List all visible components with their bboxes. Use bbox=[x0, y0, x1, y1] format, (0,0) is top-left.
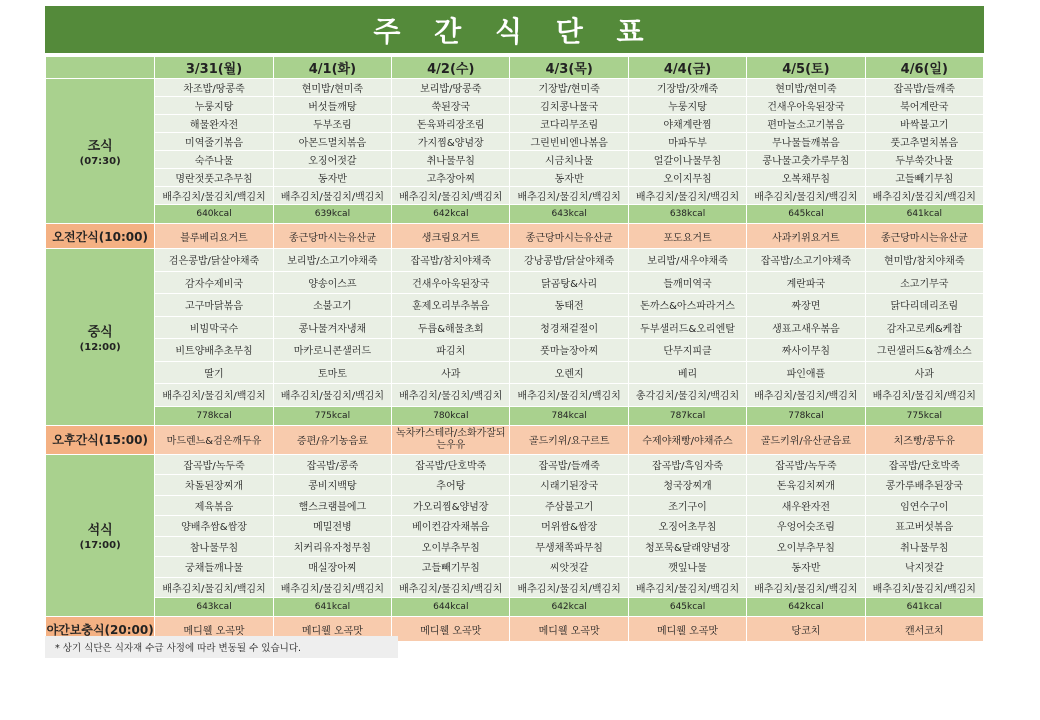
date-header: 4/2(수) bbox=[392, 57, 510, 79]
snack-item: 마드렌느&검은깨두유 bbox=[155, 425, 273, 454]
menu-item: 바싹불고기 bbox=[865, 115, 983, 133]
menu-item: 시금치나물 bbox=[510, 151, 628, 169]
menu-item: 보리밥/소고기야채죽 bbox=[273, 249, 391, 272]
menu-item: 편마늘소고기볶음 bbox=[747, 115, 865, 133]
menu-item: 머위쌈&쌈장 bbox=[510, 516, 628, 537]
kcal-value: 640kcal bbox=[155, 205, 273, 224]
menu-item: 총각김치/물김치/백김치 bbox=[628, 384, 746, 407]
kcal-value: 775kcal bbox=[865, 406, 983, 425]
weekly-menu-table bbox=[45, 56, 984, 642]
menu-item: 그린샐러드&참깨소스 bbox=[865, 339, 983, 362]
menu-item: 파인애플 bbox=[747, 361, 865, 384]
lunch-row bbox=[46, 384, 984, 407]
breakfast-label bbox=[46, 79, 155, 224]
kcal-value: 639kcal bbox=[273, 205, 391, 224]
breakfast-row bbox=[46, 115, 984, 133]
kcal-value: 642kcal bbox=[392, 205, 510, 224]
snack-item: 메디웰 오곡맛 bbox=[273, 617, 391, 642]
menu-item: 오이부추무침 bbox=[392, 536, 510, 557]
menu-item: 고들빼기무침 bbox=[392, 557, 510, 578]
menu-item: 깻잎나물 bbox=[628, 557, 746, 578]
snack-item: 당코치 bbox=[747, 617, 865, 642]
kcal-value: 642kcal bbox=[510, 598, 628, 617]
dinner-row bbox=[46, 495, 984, 516]
snack-item: 사과키위요거트 bbox=[747, 224, 865, 249]
menu-item: 표고버섯볶음 bbox=[865, 516, 983, 537]
menu-item: 배추김치/물김치/백김치 bbox=[865, 577, 983, 598]
snack-item: 메디웰 오곡맛 bbox=[628, 617, 746, 642]
menu-item: 두부쑥갓나물 bbox=[865, 151, 983, 169]
menu-item: 양송이스프 bbox=[273, 271, 391, 294]
snack-item: 생크림요거트 bbox=[392, 224, 510, 249]
menu-item: 잡곡밥/콩죽 bbox=[273, 454, 391, 475]
lunch-row bbox=[46, 316, 984, 339]
menu-item: 숙주나물 bbox=[155, 151, 273, 169]
dinner-row bbox=[46, 454, 984, 475]
kcal-value: 784kcal bbox=[510, 406, 628, 425]
menu-item: 마카로니콘샐러드 bbox=[273, 339, 391, 362]
menu-item: 고추장아찌 bbox=[392, 169, 510, 187]
menu-item: 사과 bbox=[392, 361, 510, 384]
dinner-row bbox=[46, 516, 984, 537]
menu-item: 잡곡밥/흑임자죽 bbox=[628, 454, 746, 475]
menu-item: 청경채겉절이 bbox=[510, 316, 628, 339]
menu-item: 건새우아욱된장국 bbox=[747, 97, 865, 115]
menu-item: 오복채무침 bbox=[747, 169, 865, 187]
snack-item: 수제야채빵/야채쥬스 bbox=[628, 425, 746, 454]
menu-item: 잡곡밥/들깨죽 bbox=[865, 79, 983, 97]
menu-item: 돈육김치찌개 bbox=[747, 475, 865, 496]
kcal-value: 638kcal bbox=[628, 205, 746, 224]
menu-item: 쑥된장국 bbox=[392, 97, 510, 115]
menu-item: 들깨미역국 bbox=[628, 271, 746, 294]
menu-item: 미역줄기볶음 bbox=[155, 133, 273, 151]
menu-item: 배추김치/물김치/백김치 bbox=[392, 384, 510, 407]
menu-item: 잡곡밥/녹두죽 bbox=[155, 454, 273, 475]
date-header: 4/3(목) bbox=[510, 57, 628, 79]
snack-item: 골드키위/유산균음료 bbox=[747, 425, 865, 454]
menu-item: 배추김치/물김치/백김치 bbox=[273, 577, 391, 598]
dinner-row bbox=[46, 577, 984, 598]
lunch-row bbox=[46, 249, 984, 272]
menu-item: 누룽지탕 bbox=[155, 97, 273, 115]
menu-item: 배추김치/물김치/백김치 bbox=[273, 187, 391, 205]
menu-item: 잡곡밥/녹두죽 bbox=[747, 454, 865, 475]
kcal-value: 643kcal bbox=[510, 205, 628, 224]
menu-item: 동자반 bbox=[273, 169, 391, 187]
dinner-label bbox=[46, 454, 155, 617]
menu-item: 무나물들깨볶음 bbox=[747, 133, 865, 151]
menu-item: 제육볶음 bbox=[155, 495, 273, 516]
menu-item: 오이부추무침 bbox=[747, 536, 865, 557]
snack-item: 블루베리요거트 bbox=[155, 224, 273, 249]
header-corner bbox=[46, 57, 155, 79]
breakfast-row bbox=[46, 151, 984, 169]
menu-item: 궁채들깨나물 bbox=[155, 557, 273, 578]
afternoon_snack-row bbox=[46, 425, 984, 454]
menu-item: 오징어젓갈 bbox=[273, 151, 391, 169]
menu-item: 현미밥/현미죽 bbox=[273, 79, 391, 97]
menu-item: 단무지피클 bbox=[628, 339, 746, 362]
snack-item: 종근당마시는유산균 bbox=[865, 224, 983, 249]
menu-item: 콩나물고춧가루무침 bbox=[747, 151, 865, 169]
lunch-kcal-row bbox=[46, 406, 984, 425]
dinner-row bbox=[46, 557, 984, 578]
date-header: 4/1(화) bbox=[273, 57, 391, 79]
breakfast-kcal-row bbox=[46, 205, 984, 224]
menu-item: 배추김치/물김치/백김치 bbox=[392, 577, 510, 598]
snack-item: 캔서코치 bbox=[865, 617, 983, 642]
kcal-value: 787kcal bbox=[628, 406, 746, 425]
menu-item: 베이컨감자채볶음 bbox=[392, 516, 510, 537]
menu-item: 사과 bbox=[865, 361, 983, 384]
date-header: 4/4(금) bbox=[628, 57, 746, 79]
menu-item: 햄스크램블에그 bbox=[273, 495, 391, 516]
lunch-row bbox=[46, 294, 984, 317]
menu-item: 파김치 bbox=[392, 339, 510, 362]
menu-item: 계란파국 bbox=[747, 271, 865, 294]
dinner-kcal-row bbox=[46, 598, 984, 617]
breakfast-row bbox=[46, 169, 984, 187]
menu-item: 치커리유자청무침 bbox=[273, 536, 391, 557]
menu-item: 북어계란국 bbox=[865, 97, 983, 115]
menu-item: 배추김치/물김치/백김치 bbox=[747, 187, 865, 205]
menu-item: 동자반 bbox=[510, 169, 628, 187]
menu-item: 참나물무침 bbox=[155, 536, 273, 557]
menu-item: 잡곡밥/단호박죽 bbox=[865, 454, 983, 475]
menu-item: 명란젓풋고추무침 bbox=[155, 169, 273, 187]
menu-item: 동자반 bbox=[747, 557, 865, 578]
breakfast-row bbox=[46, 79, 984, 97]
menu-item: 비트양배추초무침 bbox=[155, 339, 273, 362]
menu-item: 추어탕 bbox=[392, 475, 510, 496]
menu-item: 해물완자전 bbox=[155, 115, 273, 133]
menu-item: 잡곡밥/참치야채죽 bbox=[392, 249, 510, 272]
snack-item: 포도요거트 bbox=[628, 224, 746, 249]
menu-item: 돈까스&아스파라거스 bbox=[628, 294, 746, 317]
kcal-value: 641kcal bbox=[273, 598, 391, 617]
menu-item: 누룽지탕 bbox=[628, 97, 746, 115]
snack-item: 치즈빵/콩두유 bbox=[865, 425, 983, 454]
menu-item: 돈육꽈리장조림 bbox=[392, 115, 510, 133]
menu-item: 짜장면 bbox=[747, 294, 865, 317]
menu-item: 시래기된장국 bbox=[510, 475, 628, 496]
menu-item: 코다리무조림 bbox=[510, 115, 628, 133]
menu-item: 청포묵&달래양념장 bbox=[628, 536, 746, 557]
menu-item: 김치콩나물국 bbox=[510, 97, 628, 115]
menu-item: 차돌된장찌개 bbox=[155, 475, 273, 496]
menu-item: 소고기무국 bbox=[865, 271, 983, 294]
menu-item: 야채계란찜 bbox=[628, 115, 746, 133]
menu-item: 보리밥/땅콩죽 bbox=[392, 79, 510, 97]
night_snack-label: 야간보충식(20:00) bbox=[46, 617, 155, 642]
menu-item: 두부조림 bbox=[273, 115, 391, 133]
menu-item: 얼갈이나물무침 bbox=[628, 151, 746, 169]
menu-item: 차조밥/땅콩죽 bbox=[155, 79, 273, 97]
kcal-value: 644kcal bbox=[392, 598, 510, 617]
page-title: 주 간 식 단 표 bbox=[45, 6, 984, 53]
menu-item: 베리 bbox=[628, 361, 746, 384]
menu-item: 두릅&해물초회 bbox=[392, 316, 510, 339]
menu-item: 건새우아욱된장국 bbox=[392, 271, 510, 294]
kcal-value: 645kcal bbox=[628, 598, 746, 617]
menu-item: 청국장찌개 bbox=[628, 475, 746, 496]
menu-item: 임연수구이 bbox=[865, 495, 983, 516]
snack-item: 종근당마시는유산균 bbox=[273, 224, 391, 249]
menu-item: 짜사이무침 bbox=[747, 339, 865, 362]
menu-item: 두부샐러드&오리엔탈 bbox=[628, 316, 746, 339]
snack-item: 종근당마시는유산균 bbox=[510, 224, 628, 249]
meal-name: 석식 bbox=[87, 523, 113, 539]
kcal-value: 778kcal bbox=[155, 406, 273, 425]
menu-item: 토마토 bbox=[273, 361, 391, 384]
menu-item: 감자고로케&케찹 bbox=[865, 316, 983, 339]
menu-item: 배추김치/물김치/백김치 bbox=[628, 187, 746, 205]
menu-item: 닭곰탕&사리 bbox=[510, 271, 628, 294]
kcal-value: 645kcal bbox=[747, 205, 865, 224]
menu-item: 취나물무침 bbox=[865, 536, 983, 557]
menu-item: 아몬드멸치볶음 bbox=[273, 133, 391, 151]
breakfast-row bbox=[46, 187, 984, 205]
menu-item: 조기구이 bbox=[628, 495, 746, 516]
kcal-value: 775kcal bbox=[273, 406, 391, 425]
menu-item: 매실장아찌 bbox=[273, 557, 391, 578]
menu-item: 낙지젓갈 bbox=[865, 557, 983, 578]
menu-item: 배추김치/물김치/백김치 bbox=[628, 577, 746, 598]
menu-item: 씨앗젓갈 bbox=[510, 557, 628, 578]
menu-item: 잡곡밥/단호박죽 bbox=[392, 454, 510, 475]
snack-item: 메디웰 오곡맛 bbox=[392, 617, 510, 642]
menu-item: 오렌지 bbox=[510, 361, 628, 384]
menu-item: 배추김치/물김치/백김치 bbox=[155, 577, 273, 598]
lunch-label bbox=[46, 249, 155, 426]
menu-item: 메밀전병 bbox=[273, 516, 391, 537]
snack-item: 메디웰 오곡맛 bbox=[510, 617, 628, 642]
menu-item: 배추김치/물김치/백김치 bbox=[510, 384, 628, 407]
kcal-value: 780kcal bbox=[392, 406, 510, 425]
menu-item: 닭다리데리조림 bbox=[865, 294, 983, 317]
menu-item: 검은콩밥/닭살야채죽 bbox=[155, 249, 273, 272]
menu-item: 배추김치/물김치/백김치 bbox=[747, 577, 865, 598]
date-header: 4/6(일) bbox=[865, 57, 983, 79]
menu-item: 배추김치/물김치/백김치 bbox=[155, 384, 273, 407]
menu-item: 마파두부 bbox=[628, 133, 746, 151]
footnote: * 상기 식단은 식자재 수급 사정에 따라 변동될 수 있습니다. bbox=[45, 636, 398, 658]
menu-item: 소불고기 bbox=[273, 294, 391, 317]
menu-item: 훈제오리부추볶음 bbox=[392, 294, 510, 317]
menu-item: 우엉어슷조림 bbox=[747, 516, 865, 537]
menu-item: 딸기 bbox=[155, 361, 273, 384]
menu-item: 콩가루배추된장국 bbox=[865, 475, 983, 496]
menu-item: 가지찜&양념장 bbox=[392, 133, 510, 151]
date-header: 3/31(월) bbox=[155, 57, 273, 79]
meal-time: (07:30) bbox=[79, 156, 121, 167]
menu-item: 무생채쪽파무침 bbox=[510, 536, 628, 557]
breakfast-row bbox=[46, 133, 984, 151]
menu-item: 배추김치/물김치/백김치 bbox=[392, 187, 510, 205]
menu-item: 배추김치/물김치/백김치 bbox=[747, 384, 865, 407]
menu-item: 오징어초무침 bbox=[628, 516, 746, 537]
menu-item: 현미밥/현미죽 bbox=[747, 79, 865, 97]
snack-item: 골드키위/요구르트 bbox=[510, 425, 628, 454]
menu-item: 가오리찜&양념장 bbox=[392, 495, 510, 516]
menu-item: 배추김치/물김치/백김치 bbox=[510, 577, 628, 598]
menu-item: 주삼불고기 bbox=[510, 495, 628, 516]
meal-name: 조식 bbox=[87, 139, 113, 154]
afternoon_snack-label: 오후간식(15:00) bbox=[46, 425, 155, 454]
kcal-value: 778kcal bbox=[747, 406, 865, 425]
menu-item: 잡곡밥/들깨죽 bbox=[510, 454, 628, 475]
menu-item: 보리밥/새우야채죽 bbox=[628, 249, 746, 272]
menu-item: 배추김치/물김치/백김치 bbox=[273, 384, 391, 407]
menu-item: 새우완자전 bbox=[747, 495, 865, 516]
menu-item: 강낭콩밥/닭살야채죽 bbox=[510, 249, 628, 272]
menu-item: 기장밥/현미죽 bbox=[510, 79, 628, 97]
lunch-row bbox=[46, 361, 984, 384]
meal-name: 중식 bbox=[87, 324, 113, 340]
menu-item: 잡곡밥/소고기야채죽 bbox=[747, 249, 865, 272]
kcal-value: 641kcal bbox=[865, 598, 983, 617]
lunch-row bbox=[46, 271, 984, 294]
menu-item: 현미밥/참치야채죽 bbox=[865, 249, 983, 272]
dinner-row bbox=[46, 536, 984, 557]
menu-item: 콩비지백탕 bbox=[273, 475, 391, 496]
dinner-row bbox=[46, 475, 984, 496]
morning_snack-row bbox=[46, 224, 984, 249]
menu-item: 배추김치/물김치/백김치 bbox=[155, 187, 273, 205]
date-header-row bbox=[46, 57, 984, 79]
menu-item: 양배추쌈&쌈장 bbox=[155, 516, 273, 537]
menu-item: 동태전 bbox=[510, 294, 628, 317]
menu-item: 오이지무침 bbox=[628, 169, 746, 187]
snack-item: 메디웰 오곡맛 bbox=[155, 617, 273, 642]
menu-item: 비빔막국수 bbox=[155, 316, 273, 339]
menu-item: 취나물무침 bbox=[392, 151, 510, 169]
snack-item: 증편/유기농음료 bbox=[273, 425, 391, 454]
menu-item: 콩나물겨자냉채 bbox=[273, 316, 391, 339]
lunch-row bbox=[46, 339, 984, 362]
menu-item: 버섯들깨탕 bbox=[273, 97, 391, 115]
meal-time: (17:00) bbox=[79, 540, 121, 552]
menu-item: 풋고추멸치볶음 bbox=[865, 133, 983, 151]
kcal-value: 642kcal bbox=[747, 598, 865, 617]
menu-item: 배추김치/물김치/백김치 bbox=[865, 384, 983, 407]
date-header: 4/5(토) bbox=[747, 57, 865, 79]
menu-item: 기장밥/잣깨죽 bbox=[628, 79, 746, 97]
menu-item: 배추김치/물김치/백김치 bbox=[510, 187, 628, 205]
kcal-value: 641kcal bbox=[865, 205, 983, 224]
menu-item: 고들빼기무침 bbox=[865, 169, 983, 187]
menu-item: 생표고새우볶음 bbox=[747, 316, 865, 339]
menu-item: 감자수제비국 bbox=[155, 271, 273, 294]
menu-item: 고구마닭볶음 bbox=[155, 294, 273, 317]
snack-item: 녹차카스테라/소화가잘되는우유 bbox=[392, 425, 510, 454]
menu-item: 그린빈비엔나볶음 bbox=[510, 133, 628, 151]
menu-item: 배추김치/물김치/백김치 bbox=[865, 187, 983, 205]
meal-time: (12:00) bbox=[79, 341, 121, 353]
kcal-value: 643kcal bbox=[155, 598, 273, 617]
menu-item: 풋마늘장아찌 bbox=[510, 339, 628, 362]
breakfast-row bbox=[46, 97, 984, 115]
morning_snack-label: 오전간식(10:00) bbox=[46, 224, 155, 249]
